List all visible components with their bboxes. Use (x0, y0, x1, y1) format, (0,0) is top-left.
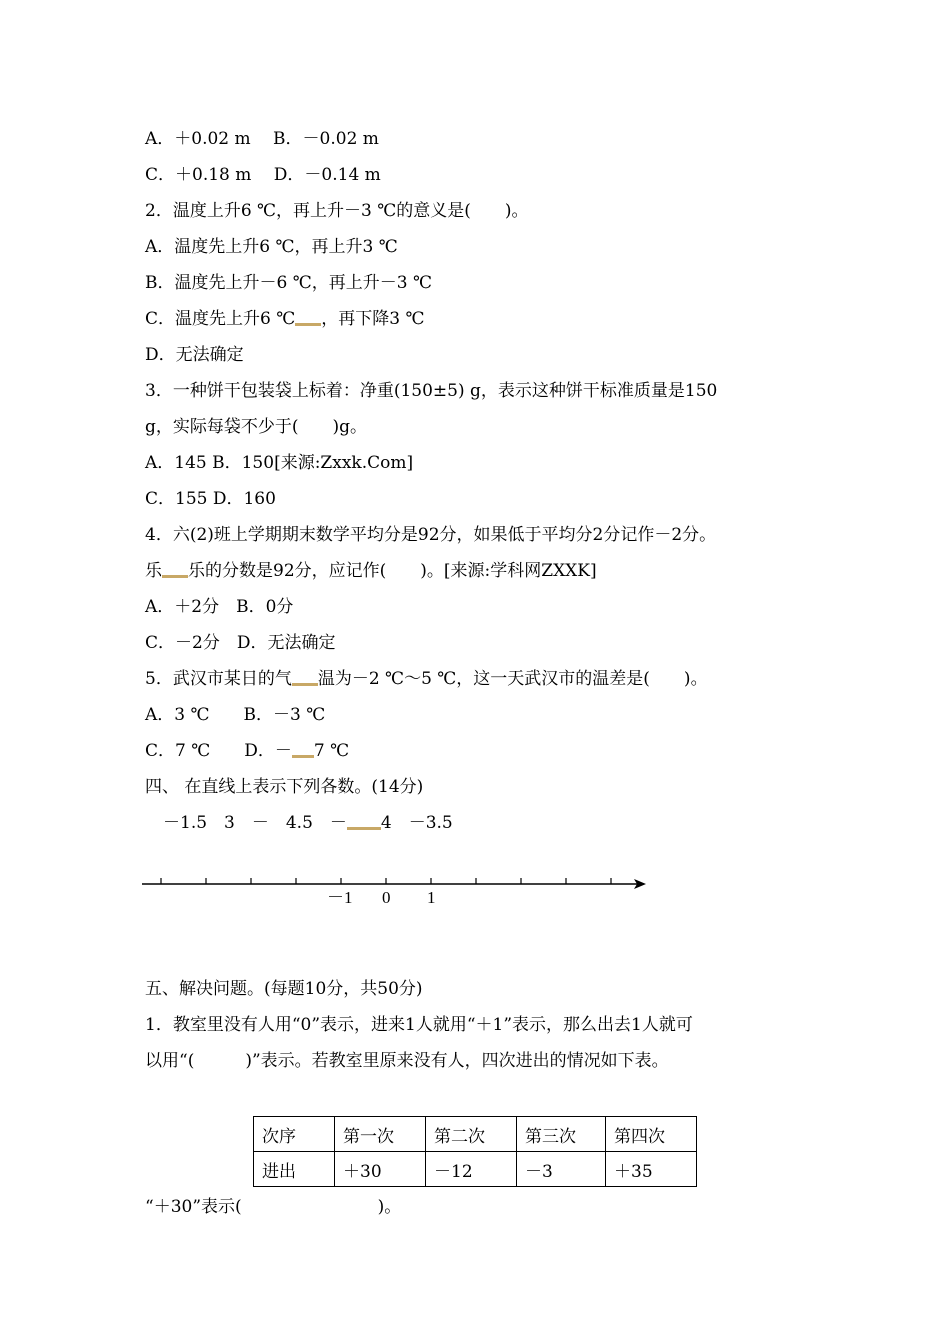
section-5-heading: 五、解决问题。(每题10分，共50分) (145, 979, 423, 999)
number-line-svg (140, 872, 660, 912)
table-cell: ＋35 (606, 1152, 697, 1187)
q2-option-d: D．无法确定 (145, 345, 244, 365)
table-cell: 次序 (254, 1117, 335, 1152)
table-row (254, 1117, 697, 1152)
q2-option-b: B．温度先上升－6 ℃，再上升－3 ℃ (145, 273, 432, 293)
table-cell: 第三次 (517, 1117, 606, 1152)
problem-1-answer-line: “＋30”表示( )。 (145, 1197, 402, 1217)
q3-stem-2: g，实际每袋不少于( )g。 (145, 417, 368, 437)
numbers-to-plot (163, 812, 453, 834)
watermark-underline (292, 755, 314, 758)
q2-stem: 2．温度上升6 ℃，再上升－3 ℃的意义是( )。 (145, 201, 529, 221)
q5-options-ab: A．3 ℃ B．－3 ℃ (145, 705, 326, 725)
entry-exit-table (253, 1116, 697, 1187)
watermark-underline (292, 683, 318, 686)
q4-stem-1: 4．六(2)班上学期期末数学平均分是92分，如果低于平均分2分记作－2分。 (145, 525, 717, 545)
watermark-underline (162, 575, 188, 578)
q3-options-ab: A．145 B．150[来源:Zxxk.Com] (145, 453, 414, 473)
numbers-to-plot-part1: －1.5 3 － 4.5 － (163, 813, 347, 833)
section-4-heading: 四、 在直线上表示下列各数。(14分) (145, 777, 424, 797)
numbers-to-plot-part2: 4 －3.5 (380, 813, 453, 833)
problem-1-stem-1: 1．教室里没有人用“0”表示，进来1人就用“＋1”表示，那么出去1人就可 (145, 1015, 693, 1035)
table-cell: ＋30 (335, 1152, 426, 1187)
q2-option-a: A．温度先上升6 ℃，再上升3 ℃ (145, 237, 398, 257)
table-cell: 第一次 (335, 1117, 426, 1152)
table-cell: －12 (426, 1152, 517, 1187)
q3-stem-1: 3．一种饼干包装袋上标着：净重(150±5) g，表示这种饼干标准质量是150 (145, 381, 718, 401)
q2-option-c-part1: C．温度先上升6 ℃ (145, 309, 296, 329)
q5-options-cd-part1: C．7 ℃ D．－ (145, 741, 292, 761)
number-line-label-neg1: －1 (327, 888, 353, 907)
q5-options-cd-part2: 7 ℃ (313, 741, 350, 761)
q1-options-cd: C．＋0.18 m D．－0.14 m (145, 165, 381, 185)
q5-stem-part2: 温为－2 ℃～5 ℃，这一天武汉市的温差是( )。 (317, 669, 708, 689)
q4-options-ab: A．＋2分 B．0分 (145, 597, 294, 617)
table-cell: 第二次 (426, 1117, 517, 1152)
watermark-underline (347, 827, 381, 830)
watermark-underline (295, 323, 321, 326)
q4-stem-2-part2: 乐的分数是92分，应记作( )。[来源:学科网ZXXK] (188, 561, 597, 581)
q2-option-c (145, 308, 425, 330)
problem-1-stem-2: 以用“( )”表示。若教室里原来没有人，四次进出的情况如下表。 (145, 1051, 669, 1071)
table-cell: 第四次 (606, 1117, 697, 1152)
number-line-label-0: 0 (382, 888, 391, 907)
table-cell: －3 (517, 1152, 606, 1187)
table-cell: 进出 (254, 1152, 335, 1187)
q5-stem-part1: 5．武汉市某日的气 (145, 669, 292, 689)
q5-stem (145, 668, 708, 690)
table-row (254, 1152, 697, 1187)
number-line-label-1: 1 (427, 888, 436, 907)
number-line (140, 872, 660, 912)
q4-stem-2 (145, 560, 597, 582)
q4-options-cd: C．－2分 D．无法确定 (145, 633, 336, 653)
q4-stem-2-part1: 乐 (145, 561, 162, 581)
q5-options-cd (145, 740, 349, 762)
q2-option-c-part2: ，再下降3 ℃ (321, 309, 425, 329)
q1-options-ab: A．＋0.02 m B．－0.02 m (145, 129, 379, 149)
q3-options-cd: C．155 D．160 (145, 489, 276, 509)
